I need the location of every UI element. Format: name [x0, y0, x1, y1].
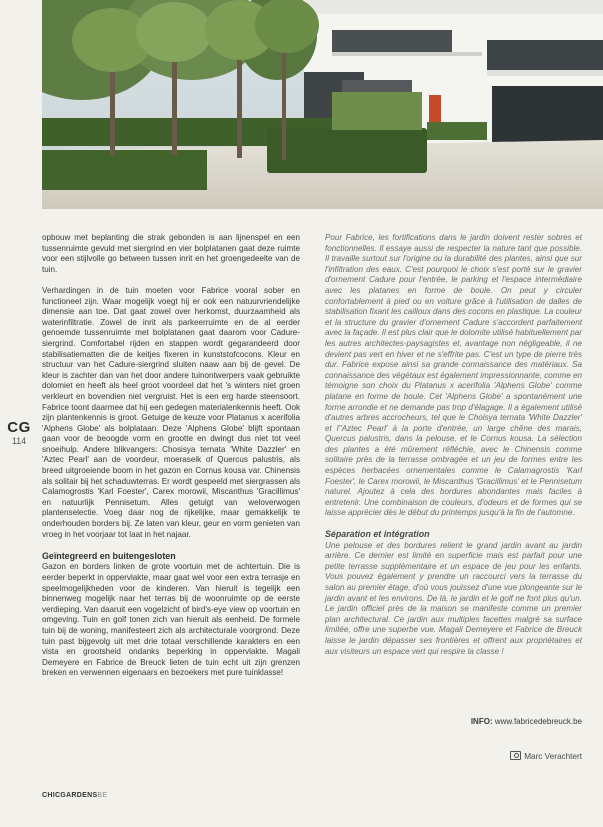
footer-brand-name: CHICGARDENS [42, 792, 98, 799]
section-heading: Séparation et intégration [325, 529, 430, 540]
page-number: 114 [11, 436, 27, 446]
paragraph: Pour Fabrice, les fortifications dans le jardin doivent rester sobres et fonctionnelles. Il essaye aussi de respecter la nature tant que possible. Il travaille surtout sur l'origine ou la durabilité des plantes, ainsi que sur l'infiltration des eaux. C'est pourquoi le choix s'est porté sur le gravier d'ornement Cadure pour l'entrée, le parking et l'espace intermédiaire avec les platanes en forme de boule. On peut y circuler confortablement à pied ou en voiture grâce à l'utilisation de dalles de stabilisation fixant les cailloux dans des cocons en plastique. La couleur et la structure du gravier d'ornement Cadure s'accordent parfaitement avec la façade. Il est plus clair que le dolomite utilisé habituellement par les autres architectes-paysagistes et, avantage non négligeable, il ne devient pas vert en hiver et ne s'effrite pas. C'est un type de pierre très dur. Fabrice expose ainsi sa grande connaissance des matériaux. Sa connaissance des végétaux est également impressionnante, comme en témoigne son choix du Platanus x acerifolia 'Alphens Globe' comme platane en forme de boule. Cet 'Alphens Globe' a spontanément une forme arrondie et ne demande pas trop d'élagage. Il a également utilisé d'autres arbres accrocheurs, tel que le Choisya ternata 'White Dazzler' et l''Aztec Pearl' à la porte d'entrée, un large chêne des marais, Quercus palustris, dans la pelouse, et le Cornus kousa. La sélection des plantes a été mûrement réfléchie, avec le Chinensis comme solitaire près de la terrasse ombragée et un jeu de formes entre les espèces herbacées ornementales comme le Calamagrostis 'Karl Foester', le Carex morowii, le Miscanthus 'Gracillimus' et le Pennisetum naturel. Ajoutez à cela des bordures abondantes mais faciles à entretenir. Une combinaison de couleurs, d'odeurs et de formes qui se laisse apprécier dès le début du printemps jusqu'à la fin de l'automne. [325, 233, 582, 518]
footer-brand-suffix: BE [97, 792, 108, 799]
magazine-side-tag [4, 420, 34, 447]
paragraph: Gazon en borders linken de grote voortuin met de achtertuin. Die is eerder beperkt in oppervlakte, maar gaat wel voor een extra terrasje en speelmogelijkheden voor de kinderen. Van hieruit is tegelijk een binnenweg mogelijk naar het terras bij de woonruimte op de eerste verdieping. Van daaruit een vogelzicht of bird's-eye view op voortuin en omgeving. Tuin en golf tonen zich van hieruit als eenheid. De formele tuin bij de woning, manifesteert zich als architecturale voorgrond. Deze tuin past bijgevolg uit met drie totaal verschillende karakters en een vista en grootsheid ondanks beperking in oppervlakte. Magali Demeyere en Fabrice de Breuck lieten de tuin echt uit zijn grenzen breken en verwennen eigenaars en bezoekers met pure tuinklasse! [42, 562, 300, 678]
camera-icon [510, 751, 521, 760]
photo-credit [325, 751, 582, 761]
paragraph: Verhardingen in de tuin moeten voor Fabrice vooral sober en functioneel zijn. Waar mogelijk voegt hij er ook een natuurvriendelijke dimensie aan toe. Dat gaat zowel over herkomst, duurzaamheid als waterinfiltratie. Zowel de inrit als parkeerruimte en de al eerder genoemde tussenruimte met bolplatanen gaat daarom voor Cadure-siergrind. Comfortabel rijden en stappen wordt gegarandeerd door stabilisatiematten die de keitjes fixeren in kunststofcocons. Kleur en structuur van het Cadure-siergrind sluiten naaw aan bij de gevel. De kleur is zachter dan van het door andere tuinontwerpers vaak gebruikte dolomiet en heeft als heel groot voordeel dat het 's winters niet groen verkleurt en bovendien niet vergruist. Het is een erg harde steensoort. Fabrice toont daarmee dat hij een gedegen materialenkennis heeft. Ook zijn plantenkennis is groot. Getuige de keuze voor Platanus x acerifolia 'Alphens Globe' als bolplataan. Deze 'Alphens Globe' blijft spontaan gaan voor de beoogde vorm en grootte en dwingt dus niet tot veel snoeihulp. Andere blikvangers: Chosisya ternata 'White Dazzler' en 'Aztec Pearl' aan de voordeur, moeraseik of Quercus palustris, als breed uitgroeiende boom in het gazon en Cornus kousa var. Chinensis als solitair bij het schaduwterras. Er wordt gespeeld met siergrassen als Calamogrostis 'Karl Foester', Carex morowii, Miscanthus 'Gracillimus' en natuurlijk Pennisetum. Alles getuigt van weloverwogen plantenselectie. Voeg daar nog de rijkelijke, maar gemakkelijk te onderhouden borders bij. Ze laten van kleur, geur en vorm genieten van vroeg in het voorjaar tot laat in het najaar. [42, 285, 300, 539]
garden-photo-illustration [42, 0, 603, 209]
french-article-column [325, 233, 582, 667]
section-heading: Geïntegreerd en buitengesloten [42, 550, 176, 561]
footer-brand [42, 792, 107, 799]
photographer-name: Marc Verachtert [524, 752, 582, 761]
website-link[interactable]: www.fabricedebreuck.be [494, 717, 582, 726]
magazine-logo: CG [7, 419, 31, 436]
paragraph: Une pelouse et des bordures relient le grand jardin avant au jardin arrière. Ce dernier est limité en superficie mais est parfait pour une petite terrasse supplémentaire et un espace de jeu pour les enfants. Vous pouvez également y prendre un raccourci vers la terrasse du salon au premier étage, d'où vous jouissez d'une vue plongeante sur le jardin avant et les environs. De là, le jardin et le golf ne font plus qu'un. Le jardin officiel près de la maison se manifeste comme un premier plan architectural. Ce jardin aux multiples facettes malgré sa surface limitée, offre une superbe vue. Magali Demeyere et Fabrice de Breuck laisse le jardin dépasser ses frontières et offrent aux propriétaires et aux visiteurs un espace vert qui respire la classe ! [325, 540, 582, 656]
info-label: INFO: [470, 717, 493, 726]
dutch-article-column [42, 233, 300, 690]
garden-photo [42, 0, 603, 209]
paragraph: opbouw met beplanting die strak gebonden is aan lijnenspel en een tussenruimte gevuld met siergrind en vier bolplatanen gaat deze ruimte voor een stijlvolle go between tussen inrit en het groengedeelte van de tuin. [42, 233, 300, 274]
info-line [325, 717, 582, 726]
